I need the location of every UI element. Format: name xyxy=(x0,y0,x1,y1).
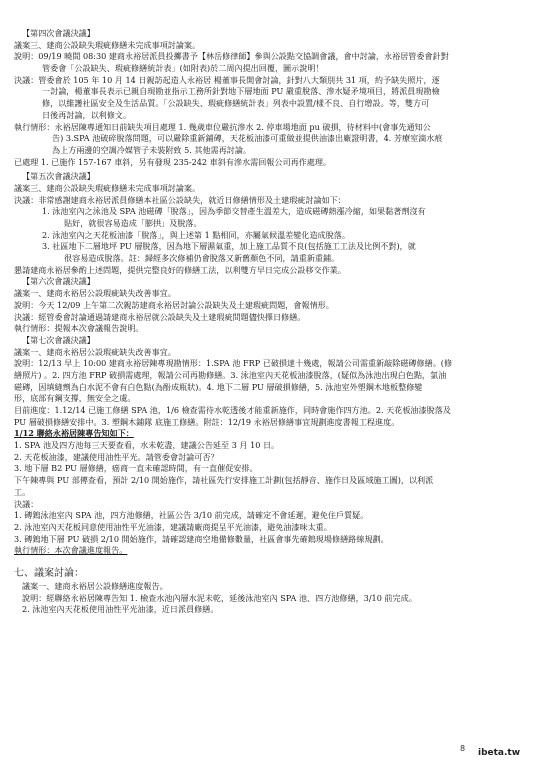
text-line: 說明：經聯絡永裕居陳專告知 1. 檢查水池內層水泥未乾，延後泳池室內 SPA 池、四方池修繕，3/10 前完成。 xyxy=(22,592,417,603)
text-line: 議案一、建商永裕居公設修繕進度報告。 xyxy=(22,580,168,591)
text-line: 告) 3.SPA 池破碎脫落問題，可以嚴除重新鋪磚，天花板油漆可重做並提供油漆出廠證明書，4. 芳療室滴水痕 xyxy=(52,133,443,144)
text-line: 議案一、建商永裕居公設瑕疵缺失改善事宜。 xyxy=(14,288,176,299)
text-line: 修，以維護社區安全及生活品質。「公設缺失、瑕疵修繕統計表」列表中設置/樣不良、自行增設。等，雙方可 xyxy=(42,98,430,109)
text-line: 3. 地下層 B2 PU 層修繕，癌商一直未確認時間，有一直催促安排。 xyxy=(14,463,258,474)
text-line: 形，底部有鋼支撐，無安全之虞。 xyxy=(14,393,136,404)
document-body xyxy=(14,28,524,616)
text-line: 說明：12/13 早上 10:00 建商永裕居陳專現勘情形：1.SPA 池 FRP 已破損達十幾處，報請公司需重新敲除磁磚修繕。(修 xyxy=(14,358,453,369)
text-line: 【第五次會議決議】 xyxy=(22,171,95,182)
text-line: PU 層破損修繕安排中。3. 塑鋼木鋪隊 底施工修繕。附註：12/19 永裕居修繕事宜規劃進度書報工程進度。 xyxy=(14,416,400,427)
text-line: 【第六次會議決議】 xyxy=(22,276,95,287)
text-line: 下午陳專與 PU 部傳查看，預計 2/10 開始施作，請社區先行安排施工計劃(包括靜音、施作日及區域施工圖)，以利派 xyxy=(14,475,434,486)
text-line: 一討論，楊董事長表示已親自現勘並指示工務所針對地下層地面 PU 嚴重脫落、滲水疑矛境項目，將派員現勘檢 xyxy=(42,86,440,97)
text-line: 繕照片) 。2. 四方池 FRP 破損需處理，報請公司再勘修繕。3. 泳池室內天花板油漆脫落，(疑似為泳池出現白色點，氯油 xyxy=(14,369,447,380)
text-line: 1. 泳池室內之泳池及 SPA 池磁磚「脫落」，因為季節交替產生溫差大，造成磁磚熱漲冷縮，如果黏著劑沒有 xyxy=(42,206,426,217)
text-line: 決議：管委會於 105 年 10 月 14 日親訪起造人永裕居 楊董事長開會討論，針對八大類別共 31 項，約予缺失照片，逐 xyxy=(14,74,440,85)
text-line: 懇請建商永裕居參酌上述問題，提供完整良好的修繕工法，以利雙方早日完成公設移交作業。 xyxy=(14,264,346,275)
text-line: 很容易造成脫落。註：歸經多次修補仍會脫落又新舊顏色不同，請重新重鋪。 xyxy=(64,253,340,264)
text-line: 工。 xyxy=(14,486,31,497)
text-line: 決議：經管委會討論通過請建商永裕居就公設缺失及土建瑕疵問題儘快擇日修繕。 xyxy=(14,311,306,322)
text-line: 2. 天花板油漆，建議使用油性平光。請管委會討論可否？ xyxy=(14,451,219,462)
text-line: 1. SPA 池及四方池每三天要查看，水未乾盡，建議公告延至 3 月 10 日。 xyxy=(14,440,280,451)
text-line: 說明：今天 12/09 上午第二次親訪建商永裕居討論公設缺失及土建瑕疵問題，會報情形。 xyxy=(14,299,334,310)
text-line: 1/12 聯絡永裕居陳專告知如下： xyxy=(14,428,134,439)
text-line: 決議：非常感謝建商永裕居派員修繕本社區公設缺失，就近日修繕情形及土建瑕疵討論如下： xyxy=(14,194,346,205)
text-line: 2. 泳池室內之天花板油漆「脫落」，與上述第 1 點相同，亦屬氣候溫差變化造成脫落。 xyxy=(42,229,350,240)
text-line: 為上方兩邊的空調冷媒管子未裝附致 5. 其他需再討論。 xyxy=(52,144,252,155)
text-line: 七、議案討論： xyxy=(14,567,84,579)
text-line: 貼好，就很容易造成「膨拱」及脫落。 xyxy=(64,218,202,228)
text-line: 執行情形：永裕居陳專通知日前缺失項目處理 1. 幾歲車位嚴抗滲水 2. 停車場地面 pu 破損，待材料中(會事先通知公 xyxy=(14,121,431,132)
text-line: 2. 泳池室內天花板同意使用油性平光油漆，建議請廠商提呈平光油漆，避免油漆味太重。 xyxy=(14,521,332,532)
text-line: 【第七次會議決議】 xyxy=(22,334,95,345)
text-line: 管委會「公設缺失、瑕疵修繕統計表」(如附表)於二周內提出回覆，圖示說明！ xyxy=(42,63,324,74)
text-line: 說明：09/19 曉間 08:30 建商永裕居派員投擲書予【林岳修律師】參與公設點交協調會議，會中討論，永裕居管委會針對 xyxy=(14,51,449,62)
text-line: 執行情形：本次會議進度報告。 xyxy=(14,545,128,556)
page-number: 8 xyxy=(460,744,466,753)
text-line: 目前進度：1.12/14 已施工修繕 SPA 池，1/6 檢查需待水乾透後才能重新施作，同時會施作四方池。2. 天花板油漆脫落及 xyxy=(14,405,451,415)
text-line: 【第四次會議決議】 xyxy=(22,28,95,38)
text-line: 3. 社區地下二層地坪 PU 層脫落，因為地下層濕氣重，加上施工品質不良(包括施工工法及比例不對)，就 xyxy=(42,241,416,252)
text-line: 已處理 1. 已施作 157-167 車斜，另有發現 235-242 車斜有滲水需回報公司再作處理。 xyxy=(14,156,332,167)
text-line: 決議： xyxy=(14,498,39,509)
text-line: 1. 磚鎢泳池室內 SPA 池，四方池修繕，社區公告 3/10 前完成，請確定不會延遲，避免住戶質疑。 xyxy=(14,510,369,521)
site-watermark: ibeta.tw xyxy=(478,748,521,758)
text-line: 日後再討論，以利修文。 xyxy=(42,109,132,120)
text-line: 議案三、建商公設缺失瑕疵修繕未完成事項討論案。 xyxy=(14,182,201,193)
text-line: 執行情形：提報本次會議報告說明。 xyxy=(14,323,144,334)
text-line: 2. 泳池室內天花板使用油性平光油漆，近日派員修繕。 xyxy=(22,604,219,615)
text-line: 議案三、建商公設缺失瑕疵修繕未完成事項討論案。 xyxy=(14,39,201,50)
text-line: 磁磚，因填縫劑為白水泥不會有白色點(為酚成瓶狀)。4. 地下二層 PU 層破損修繕，5. 泳池室外塑鋼木地板整修變 xyxy=(14,381,423,392)
text-line: 3. 磚鎢地下層 PU 破損 2/10 開始施作，請確認建商空地備修數量，社區會事先確鎢現場修繕路線規劃。 xyxy=(14,533,389,544)
text-line: 議案一、建商永裕居公設瑕疵缺失改善事宜。 xyxy=(14,346,176,357)
